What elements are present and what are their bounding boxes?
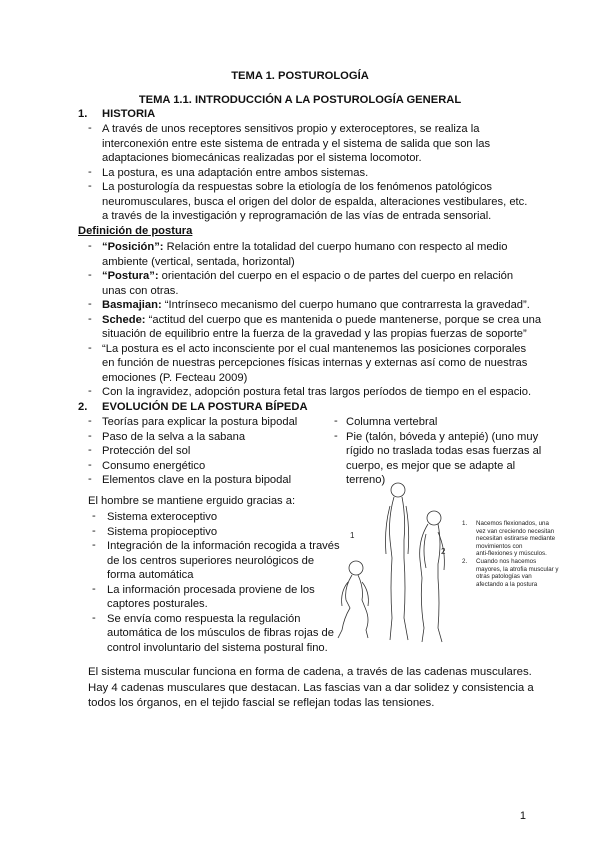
definition-line (102, 385, 531, 400)
upright-line: forma automática (107, 569, 194, 581)
list-dash: - (88, 444, 92, 456)
section-1-line: La postura, es una adaptación entre ambos sistemas. (102, 166, 369, 179)
upright-line: Se envía como respuesta la regulación (107, 612, 301, 625)
list-dash: - (92, 611, 96, 624)
list-dash: - (88, 385, 92, 397)
section-2-heading: EVOLUCIÓN DE LA POSTURA BÍPEDA (102, 401, 308, 413)
section-2-right-line: terreno) (346, 474, 386, 486)
section-1-number: 1. (78, 108, 88, 120)
posture-evolution-figure (330, 478, 455, 648)
list-dash: - (88, 473, 92, 485)
list-dash: - (88, 312, 92, 325)
section-1-line: adaptaciones biomecánicas realizadas por el sistema locomotor. (102, 152, 422, 164)
caption-line: afectando a la postura (476, 580, 538, 588)
section-1-line: neuromusculares, busca el origen del dolor de espalda, alteraciones vestibulares, etc. (102, 195, 528, 208)
list-dash: - (88, 458, 92, 471)
caption-line: necesitan estirarse mediante (476, 535, 556, 543)
definition-text: Con la ingravidez, adopción postura fetal tras largos períodos de tiempo en el espacio. (102, 386, 532, 398)
elder-figure (420, 511, 445, 642)
list-dash: - (88, 165, 92, 178)
definition-line (102, 356, 527, 371)
definition-line (102, 240, 507, 255)
section-2-number: 2. (78, 401, 88, 413)
upright-line: Sistema exteroceptivo (107, 511, 218, 523)
definition-line (102, 327, 527, 342)
definition-line (102, 284, 179, 299)
definition-term: “Postura”: (102, 270, 159, 282)
caption-line: anti-flexiones y músculos. (476, 550, 547, 558)
caption-line: movimientos con (476, 542, 523, 550)
list-dash: - (88, 298, 92, 310)
definition-text: situación de equilibrio entre la fuerza de la gravedad y las propias fuerzas de soporte” (102, 328, 527, 340)
definition-text: en función de nuestras percepciones físicas internas y externas así como de nuestras (102, 357, 528, 369)
document-title: TEMA 1. POSTUROLOGÍA (231, 70, 369, 82)
section-1-line: A través de unos receptores sensitivos propio y exteroceptores, se realiza la (102, 123, 480, 135)
caption-line: otras patologías van (476, 573, 532, 581)
definition-text: “La postura es el acto inconsciente por el cual mantenemos las posiciones corporales (102, 342, 527, 355)
upright-line: captores posturales. (107, 598, 208, 610)
list-dash: - (88, 269, 92, 281)
list-dash: - (92, 524, 96, 537)
adult-figure (386, 483, 409, 640)
upright-line: automática de los músculos de fibras rojas de (107, 627, 334, 639)
definition-line (102, 313, 541, 328)
definition-text: emociones (P. Fecteau 2009) (102, 371, 248, 384)
definition-text: Relación entre la totalidad del cuerpo humano con respecto al medio (163, 241, 508, 253)
list-dash: - (88, 415, 92, 427)
upright-line: Integración de la información recogida a través (107, 540, 340, 552)
definition-line (102, 269, 513, 284)
section-1-line: a través de la investigación y reprogramación de las vías de entrada sensorial. (102, 210, 492, 222)
definition-text: ambiente (vertical, sentada, horizontal) (102, 255, 295, 268)
section-2-right-line: Pie (talón, bóveda y antepié) (uno muy (346, 430, 539, 443)
section-2-left-item: Elementos clave en la postura bipodal (102, 474, 292, 486)
list-dash: - (92, 539, 96, 551)
page-number: 1 (519, 810, 526, 822)
list-dash: - (88, 122, 92, 134)
list-dash: - (92, 510, 96, 522)
upright-line: La información procesada proviene de los (107, 583, 315, 596)
section-2-right-line: cuerpo, es mejor que se adapte al (346, 459, 516, 472)
child-figure (338, 561, 368, 638)
section-2-left-item: Consumo energético (102, 459, 206, 472)
list-dash: - (92, 582, 96, 595)
section-2-right-line: Columna vertebral (346, 416, 438, 428)
caption-line: mayores, la atrofia muscular y (476, 565, 559, 573)
definition-term: Basmajian: (102, 299, 162, 311)
upright-line: de los centros superiores neurológicos de (107, 554, 315, 567)
figure-label-1: 1 (350, 531, 355, 540)
section-2-left-item: Protección del sol (102, 445, 191, 457)
upright-line: control involuntario del sistema postural fino. (107, 641, 328, 654)
closing-line: El sistema muscular funciona en forma de cadena, a través de las cadenas musculares. (88, 666, 532, 678)
document-subtitle: TEMA 1.1. INTRODUCCIÓN A LA POSTUROLOGÍA GENERAL (138, 94, 462, 106)
figure-label-2: 2 (441, 547, 446, 556)
list-dash: - (88, 429, 92, 442)
definition-line (102, 371, 247, 386)
definition-line (102, 298, 530, 313)
section-2-left-item: Paso de la selva a la sabana (102, 430, 246, 443)
closing-line: todos los órganos, en el tejido fascial se reflejan todas las tensiones. (88, 697, 435, 709)
caption-number: 2. (462, 558, 468, 565)
section-1-heading: HISTORIA (102, 108, 156, 120)
section-1-line: interconexión entre este sistema de entrada y el sistema de salida que son las (102, 137, 491, 150)
caption-line: Cuando nos hacemos (476, 558, 537, 565)
list-dash: - (88, 240, 92, 252)
caption-line: Nacemos flexionados, una (476, 520, 549, 527)
list-dash: - (88, 180, 92, 192)
upright-intro: El hombre se mantiene erguido gracias a: (88, 495, 296, 507)
section-1-line: La posturología da respuestas sobre la etiología de los fenómenos patológicos (102, 181, 492, 193)
definition-heading: Definición de postura (78, 225, 193, 237)
list-dash: - (88, 341, 92, 354)
caption-number: 1. (462, 520, 468, 527)
definition-term: Schede: (102, 313, 146, 326)
definition-term: “Posición”: (102, 241, 164, 253)
caption-line: vez van creciendo necesitan (476, 527, 555, 535)
definition-text: orientación del cuerpo en el espacio o de partes del cuerpo en relación (158, 270, 514, 282)
definition-text: unas con otras. (102, 284, 179, 297)
closing-line: Hay 4 cadenas musculares que destacan. Las fascias van a dar solidez y consistencia a (88, 681, 534, 694)
list-dash: - (334, 429, 338, 442)
definition-text: “actitud del cuerpo que es mantenida o puede mantenerse, porque se crea una (145, 313, 542, 326)
section-2-left-item: Teorías para explicar la postura bipodal (102, 416, 298, 428)
upright-line: Sistema propioceptivo (107, 525, 218, 538)
definition-line (102, 342, 526, 357)
section-2-right-line: rígido no traslada todas esas fuerzas al (346, 445, 542, 457)
list-dash: - (334, 415, 338, 427)
definition-line (102, 255, 295, 270)
definition-text: “Intrínseco mecanismo del cuerpo humano que contrarresta la gravedad”. (161, 299, 530, 311)
